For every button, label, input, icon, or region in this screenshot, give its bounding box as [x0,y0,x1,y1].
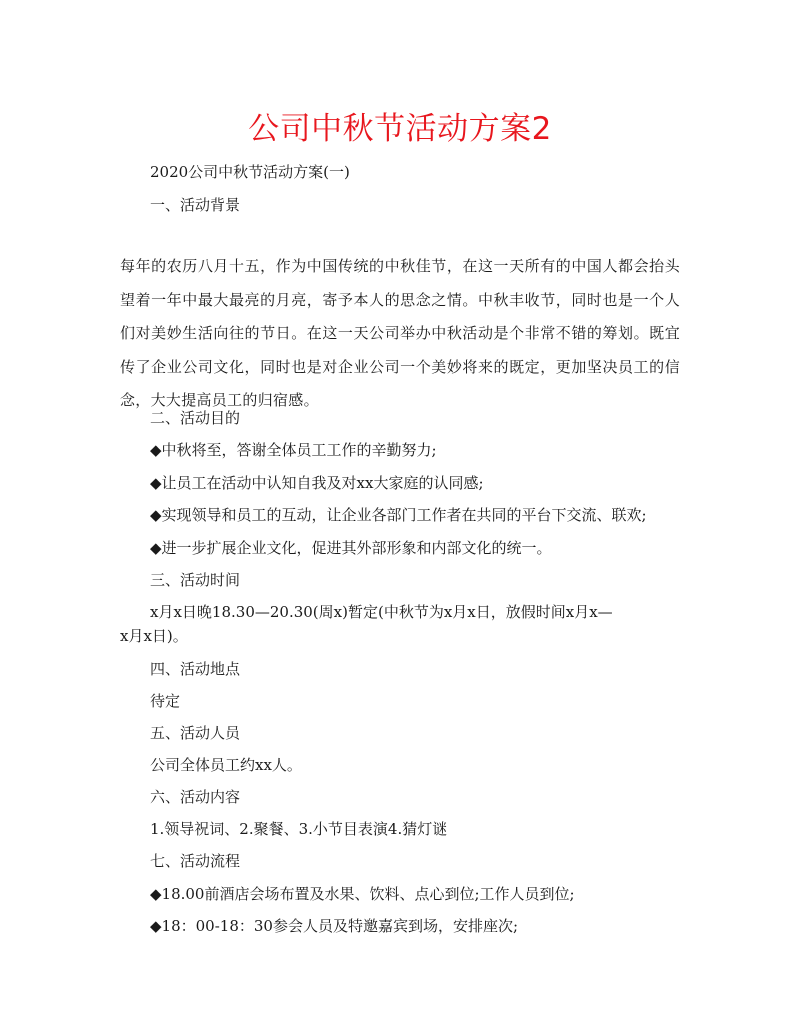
content-text: 1.领导祝词、2.聚餐、3.小节目表演4.猜灯谜 [150,820,448,838]
section-heading-process: 七、活动流程 [150,852,241,870]
purpose-item: ◆实现领导和员工的互动，让企业各部门工作者在共同的平台下交流、联欢; [150,506,647,524]
section-heading-location: 四、活动地点 [150,660,241,678]
section-heading-participants: 五、活动人员 [150,724,241,742]
process-item: ◆18：00-18：30参会人员及特邀嘉宾到场，安排座次; [150,917,519,935]
section-heading-purpose: 二、活动目的 [150,409,241,427]
time-text-line-1: x月x日晚18.30—20.30(周x)暂定(中秋节为x月x日，放假时间x月x— [150,603,613,621]
section-heading-time: 三、活动时间 [150,571,241,589]
participants-text: 公司全体员工约xx人。 [150,756,302,774]
section-heading-background: 一、活动背景 [150,196,241,214]
purpose-item: ◆中秋将至，答谢全体员工工作的辛勤努力; [150,441,437,459]
time-text-line-2: x月x日)。 [120,627,188,645]
purpose-item: ◆进一步扩展企业文化，促进其外部形象和内部文化的统一。 [150,539,552,557]
document-subtitle: 2020公司中秋节活动方案(一) [150,163,350,181]
document-title: 公司中秋节活动方案2 [248,111,552,147]
background-paragraph: 每年的农历八月十五，作为中国传统的中秋佳节，在这一天所有的中国人都会抬头望着一年中最大最亮的月亮，寄予本人的思念之情。中秋丰收节，同时也是一个人们对美妙生活向往的节日。在这一天公司举办中秋活动是个非常不错的筹划。既宜传了企业公司文化，同时也是对企业公司一个美妙将来的既定，更加坚决员工的信念，大大提高员工的归宿感。 [120,257,680,410]
process-item: ◆18.00前酒店会场布置及水果、饮料、点心到位;工作人员到位; [150,885,575,903]
location-text: 待定 [150,692,181,710]
purpose-item: ◆让员工在活动中认知自我及对xx大家庭的认同感; [150,474,484,492]
section-heading-content: 六、活动内容 [150,788,241,806]
